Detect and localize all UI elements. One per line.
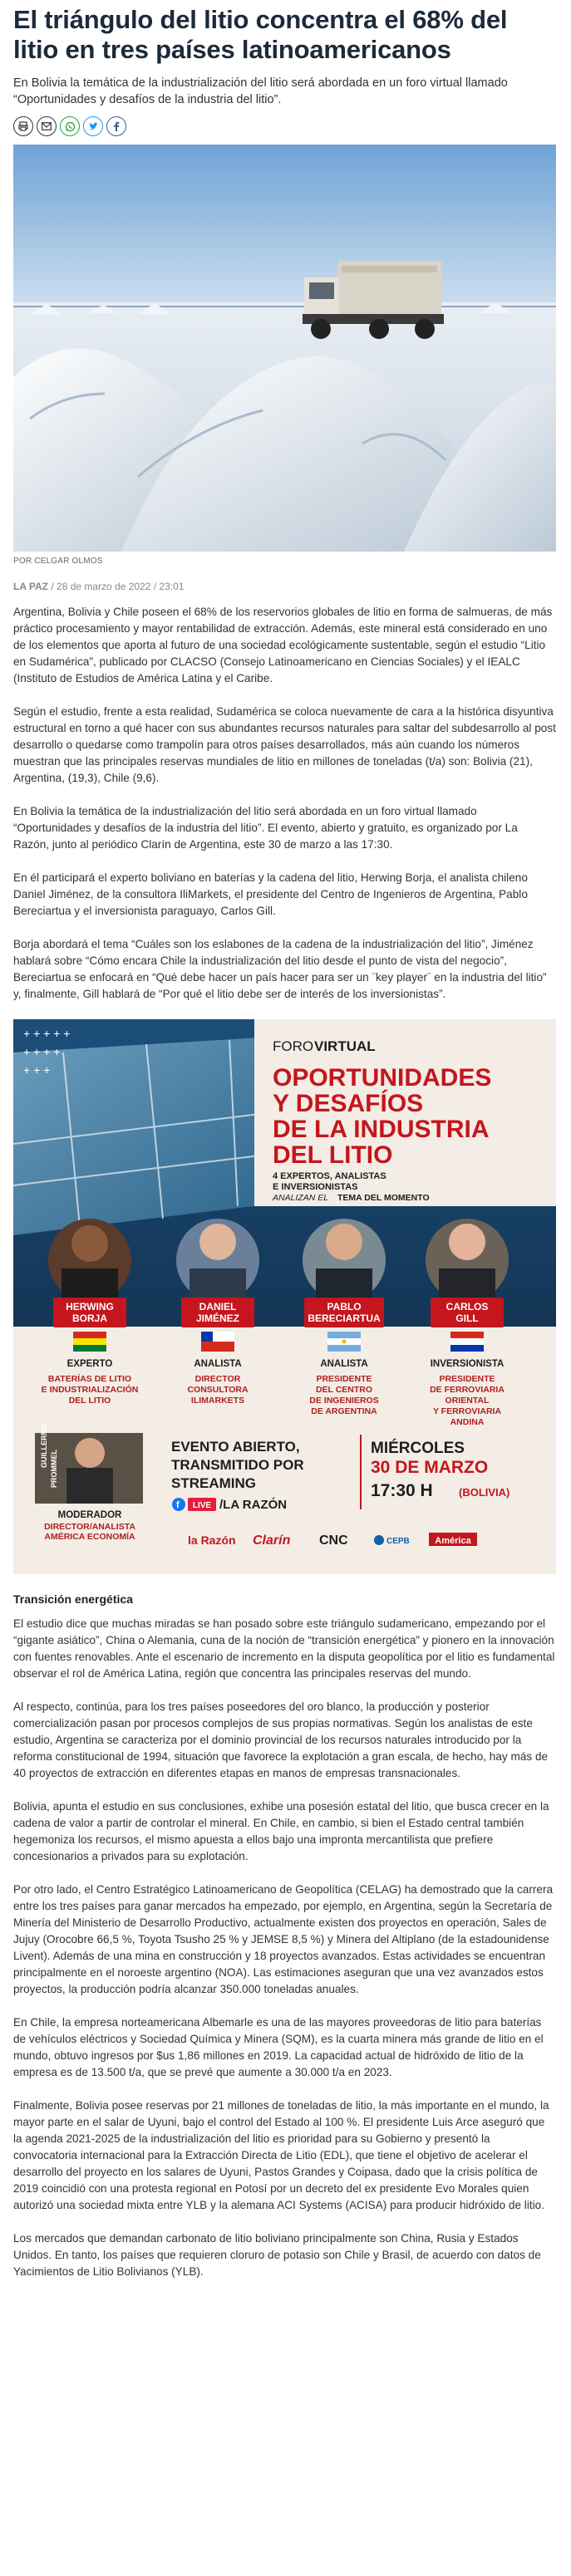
- hero-photo: [13, 145, 556, 552]
- speaker-card: [42, 1219, 139, 1406]
- kicker-prefix: FORO: [273, 1038, 314, 1054]
- svg-text:+ + +: + + +: [23, 1063, 51, 1077]
- speaker-org-line: DIRECTOR: [194, 1374, 241, 1384]
- speaker-org-line: CONSULTORA: [187, 1385, 249, 1395]
- speaker-org-line: DEL LITIO: [68, 1396, 111, 1406]
- sponsor-logo: Clarín: [253, 1533, 291, 1548]
- section-heading: Transición energética: [13, 1592, 133, 1606]
- moderator-card: [35, 1423, 143, 1542]
- paragraph: Bolivia, apunta el estudio en sus conclusiones, exhibe una posesión estatal del litio, que busca crecer en la cadena de valor a partir de controlar el mineral. En Chile, en cambio, si bien el Estado central también hegemoniza los recursos, el mismo apuesta a ellos bajo una impronta mercantilista que prefiere concesionarios a privados para su explotación.: [13, 1800, 549, 1862]
- sponsor-logo: CEPB: [386, 1537, 410, 1546]
- forum-promo-banner: [13, 1019, 556, 1574]
- moderator-first-name: GUILLERMO: [40, 1423, 48, 1468]
- event-line-2: TRANSMITIDO POR: [171, 1457, 304, 1473]
- promo-title-line-2: Y DESAFÍOS: [273, 1090, 424, 1117]
- speaker-first-name: CARLOS: [445, 1301, 489, 1313]
- photo-caption: POR CELGAR OLMOS: [13, 557, 103, 566]
- speaker-org-line: Y FERROVIARIA: [432, 1406, 502, 1416]
- speaker-org-line: PRESIDENTE: [316, 1374, 372, 1384]
- speaker-first-name: PABLO: [327, 1301, 362, 1313]
- promo-sub-3b: TEMA DEL MOMENTO: [337, 1193, 430, 1203]
- flag-paraguay: [450, 1332, 484, 1338]
- paragraph: Según el estudio, frente a esta realidad, Sudamérica se coloca nuevamente de cara a la histórica disyuntiva estructural en torno a qué hacer con sus abundantes recursos naturales para saltar del subdesarrollo al post desarrollo o quedarse como trampolín para otros países desarrollados, más aún cuando los números muestran que las principales reservas mundiales de litio en millones de toneladas (t/a) son: Bolivia (21), Argentina, (19,3), Chile (9,6).: [13, 705, 556, 784]
- promo-title-line-1: OPORTUNIDADES: [273, 1064, 492, 1092]
- speaker-first-name: DANIEL: [199, 1301, 237, 1313]
- paragraph: Argentina, Bolivia y Chile poseen el 68% de los reservorios globales de litio en forma de salmueras, de más práctico procesamiento y mayor rentabilidad de extracción. Además, este mineral está considerado en uno de los elementos que aporta al futuro de una sociedad ecológicamente sustentable, según el estudio “Litio en Sudamérica”, publicado por CLACSO (Consejo Latinoamericano en Ciencias Sociales) y el IEALC (Instituto de Estudios de América Latina y el Caribe.: [13, 606, 553, 684]
- sponsor-logo: la Razón: [188, 1533, 236, 1547]
- paragraph: En Chile, la empresa norteamericana Albemarle es una de las mayores proveedoras de litio para baterías de vehículos eléctricos y Sociedad Química y Minera (SQM), es la cuarta minera más grande de litio en el mundo, obtuvo ingresos por $us 1,86 millones en 2019. La capacidad actual de hidróxido de litio de la empresa es de 13.500 t/a, que se prevé que aumente a 30.000 t/a en 2023.: [13, 2016, 544, 2078]
- live-badge: LIVE: [192, 1501, 212, 1510]
- outlet-label: /LA RAZÓN: [219, 1498, 288, 1512]
- paragraph: Por otro lado, el Centro Estratégico Latinoamericano de Geopolítica (CELAG) ha demostrado que la carrera entre los tres países para ganar mercados ha empezado, por ejemplo, en Argentina, según la Secretaría de Minería del Ministerio de Desarrollo Productivo, actualmente existen dos proyectos en operación, Sales de Jujuy (Orocobre 66,5 %, Toyota Tsusho 25 % y JEMSE 8,5 %) y Minera del Altiplano (de la estadounidense Livent). Además de una mina en construcción y 18 proyectos avanzados. Estas actividades se encuentran principalmente en el noroeste argentino (NOA). Las estimaciones aseguran que una vez avanzados estos proyectos, la producción podría alcanzar 350.000 toneladas anuales.: [13, 1883, 554, 1995]
- paragraph: Al respecto, continúa, para los tres países poseedores del oro blanco, la producción y posterior comercialización pasan por procesos complejos de sus propias normativas. Según los analistas de este estudio, Argentina se caracteriza por el dominio provincial de los recursos naturales introducido por la reforma constitucional de 1994, situación que favorece la explotación a gran escala, de hecho, hay más de 40 proyectos de extracción en diferentes etapas en manos de empresas transnacionales.: [13, 1700, 549, 1779]
- flag-argentina: [327, 1332, 361, 1338]
- speaker-org-line: BATERÍAS DE LITIO: [47, 1374, 132, 1384]
- flag-bolivia: [73, 1332, 106, 1338]
- whatsapp-icon[interactable]: [60, 116, 80, 136]
- print-icon[interactable]: [13, 116, 33, 136]
- event-day: MIÉRCOLES: [371, 1440, 465, 1457]
- speaker-org-line: DE ARGENTINA: [311, 1406, 377, 1416]
- paragraph: En Bolivia la temática de la industrialización del litio será abordada en un foro virtual llamado “Oportunidades y desafíos de la industria del litio”. El evento, abierto y gratuito, es organizado por La Razón, junto al periódico Clarín de Argentina, este 30 de marzo a las 17:30.: [13, 805, 518, 851]
- svg-text:+ + + + +: + + + + +: [23, 1027, 71, 1040]
- event-line-3: STREAMING: [171, 1475, 256, 1491]
- promo-sub-2: E INVERSIONISTAS: [273, 1182, 358, 1192]
- paragraph: En él participará el experto boliviano en baterías y la cadena del litio, Herwing Borja, el analista chileno Daniel Jiménez, de la consultora IliMarkets, el presidente del Centro de Ingenieros de Argentina, Pablo Bereciartua y el inversionista paraguayo, Carlos Gill.: [13, 871, 528, 917]
- dateline-date: 28 de marzo de 2022 / 23:01: [57, 581, 185, 592]
- speaker-org-line: E INDUSTRIALIZACIÓN: [41, 1385, 139, 1395]
- moderator-role: MODERADOR: [57, 1510, 122, 1520]
- paragraph: Los mercados que demandan carbonato de litio boliviano principalmente son China, Rusia y Estados Unidos. En tanto, los países que requieren cloruro de potasio son Chile y Brasil, de acuerdo con datos de Yacimientos de Litio Bolivianos (YLB).: [13, 2232, 541, 2278]
- speaker-role: EXPERTO: [66, 1359, 113, 1369]
- facebook-icon[interactable]: [106, 116, 126, 136]
- twitter-icon[interactable]: [83, 116, 103, 136]
- event-date: 30 DE MARZO: [371, 1458, 489, 1477]
- kicker: VIRTUAL: [314, 1038, 376, 1054]
- speaker-last-name: JIMÉNEZ: [195, 1313, 240, 1324]
- speaker-org-line: DEL CENTRO: [315, 1385, 373, 1395]
- article-title: El triángulo del litio concentra el 68% del litio en tres países latinoamericanos: [13, 5, 508, 64]
- event-time: 17:30 H: [371, 1481, 433, 1500]
- dateline: LA PAZ / 28 de marzo de 2022 / 23:01: [13, 581, 185, 592]
- speaker-role: INVERSIONISTA: [430, 1359, 505, 1369]
- share-bar: [13, 116, 556, 136]
- speaker-org-line: DE FERROVIARIA: [430, 1385, 505, 1395]
- paragraph: El estudio dice que muchas miradas se han posado sobre este triángulo sudamericano, empezando por el “gigante asiático”, China o Alemania, cuna de la noción de “transición energética” y pionero en la innovación con fuentes renovables. Ante el escenario de incremento en la disputa geopolítica por el litio es fundamental observar el rol de América Latina, región que concentra las principales reservas del mundo.: [13, 1617, 555, 1680]
- sponsor-logo: CNC: [319, 1533, 348, 1548]
- moderator-last-name: PROMMEL: [50, 1450, 58, 1488]
- moderator-org-line: DIRECTOR/ANALISTA: [44, 1522, 135, 1532]
- paragraph: Borja abordará el tema “Cuáles son los eslabones de la cadena de la industrialización del litio”, Jiménez hablará sobre “Cómo encara Chile la industrialización del litio desde el punto de vista del negocio”, Bereciartua se enfocará en “Qué debe hacer un país hacer para ser un ¨key player¨ en la industria del litio” y, finalmente, Gill hablará de “Por qué el litio debe ser de interés de los inversionistas”.: [13, 938, 547, 1000]
- paragraph: Finalmente, Bolivia posee reservas por 21 millones de toneladas de litio, la más importante en el mundo, la mayor parte en el salar de Uyuni, bajo el control del Estado al 100 %. El presidente Luis Arce aseguró que la agenda 2021-2025 de la industrialización del litio es prioridad para su Gobierno y presentó la convocatoria internacional para la Extracción Directa de Litio (EDL), que tiene el objetivo de acelerar el desarrollo del proyecto en los salares de Uyuni, Pastos Grandes y Coipasa, dado que la crisis política de 2019 coincidió con una protesta regional en Potosí por un decreto del ex presidente Evo Morales quien autorizó una sociedad mixta entre YLB y la alemana ACI Systems (ACISA) para producir hidróxido de litio.: [13, 2099, 549, 2211]
- sponsor-row: [188, 1533, 477, 1548]
- speaker-first-name: HERWING: [66, 1301, 114, 1313]
- speaker-role: ANALISTA: [194, 1359, 242, 1369]
- speaker-org-line: PRESIDENTE: [439, 1374, 495, 1384]
- promo-title-line-4: DEL LITIO: [273, 1141, 393, 1169]
- event-country: (BOLIVIA): [459, 1486, 510, 1499]
- promo-sub-3a: ANALIZAN EL: [273, 1193, 329, 1203]
- speaker-org-line: ILIMARKETS: [190, 1396, 245, 1406]
- speaker-org-line: ANDINA: [450, 1417, 485, 1427]
- sponsor-logo: América: [435, 1536, 471, 1546]
- event-line-1: EVENTO ABIERTO,: [171, 1439, 300, 1455]
- moderator-org-line: AMÉRICA ECONOMÍA: [44, 1532, 135, 1542]
- svg-text:+ + + +: + + + +: [23, 1045, 61, 1058]
- speaker-org-line: ORIENTAL: [445, 1396, 490, 1406]
- svg-text:f: f: [176, 1500, 180, 1510]
- article-lead: En Bolivia la temática de la industrialización del litio será abordada en un foro virtual llamado “Oportunidades y desafíos de la industria del litio”.: [13, 76, 508, 106]
- speaker-last-name: BORJA: [71, 1313, 108, 1324]
- speaker-last-name: GILL: [455, 1313, 479, 1324]
- speaker-last-name: BERECIARTUA: [308, 1313, 381, 1324]
- speaker-org-line: DE INGENIEROS: [309, 1396, 379, 1406]
- speaker-role: ANALISTA: [320, 1359, 368, 1369]
- promo-title-line-3: DE LA INDUSTRIA: [273, 1116, 490, 1143]
- promo-sub-1: 4 EXPERTOS, ANALISTAS: [273, 1171, 386, 1181]
- dateline-location: LA PAZ: [13, 581, 48, 592]
- email-icon[interactable]: [37, 116, 57, 136]
